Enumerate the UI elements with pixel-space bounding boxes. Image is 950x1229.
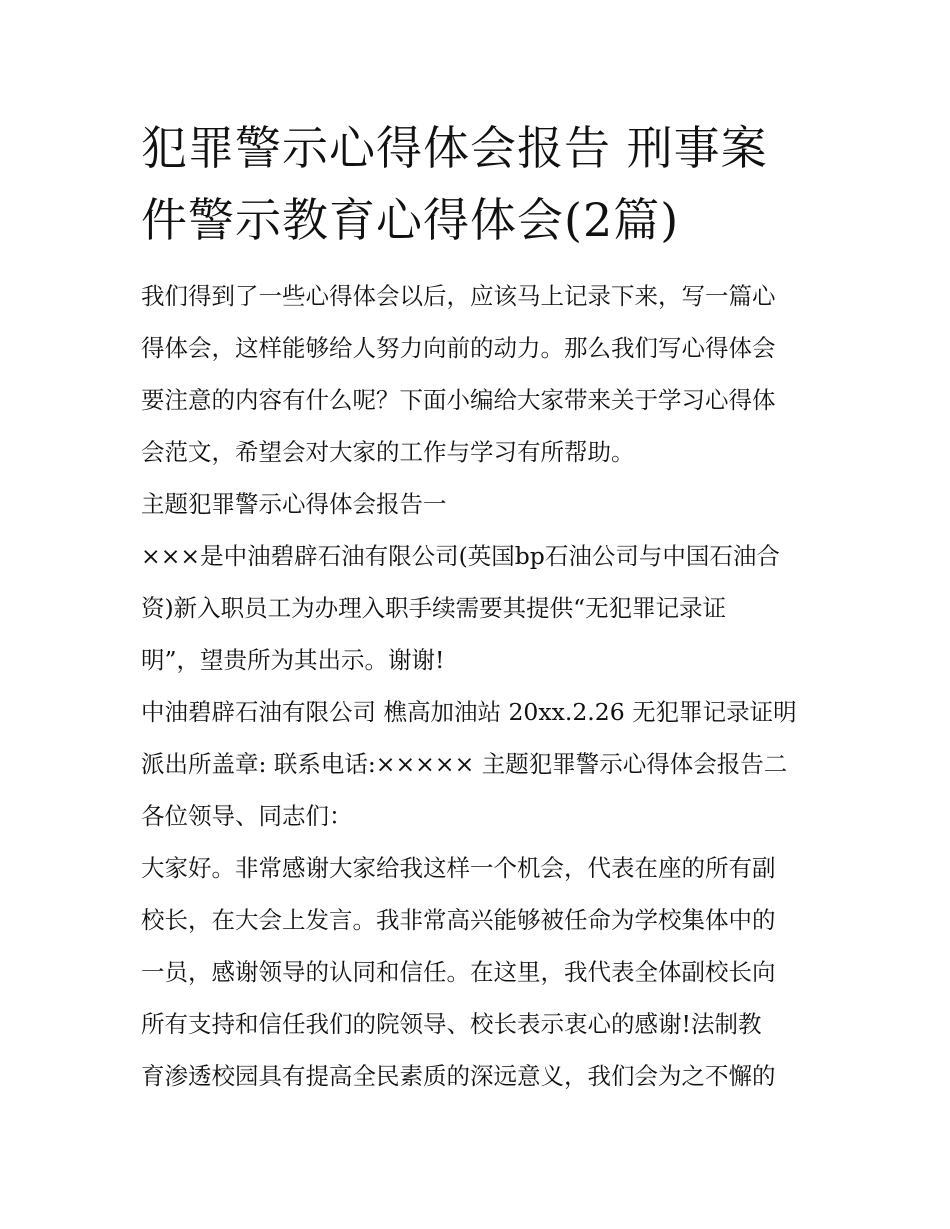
title-line: 件警示教育心得体会(2篇) (141, 193, 680, 247)
text-line: 要注意的内容有什么呢？下面小编给大家带来关于学习心得体 (141, 386, 776, 414)
text-line: 所有支持和信任我们的院领导、校长表示衷心的感谢!法制教 (141, 1010, 762, 1038)
document-body (141, 270, 816, 1102)
certificate-paragraph (141, 530, 816, 686)
document-title (141, 112, 816, 256)
text-line: 明”，望贵所为其出示。谢谢! (141, 646, 445, 674)
title-line: 犯罪警示心得体会报告 刑事案 (141, 121, 768, 175)
text-line: 一员，感谢领导的认同和信任。在这里，我代表全体副校长向 (141, 958, 776, 986)
text-line: 资)新入职员工为办理入职手续需要其提供“无犯罪记录证 (141, 594, 727, 622)
document-page (141, 112, 816, 1102)
text-line: 会范文，希望会对大家的工作与学习有所帮助。 (141, 438, 635, 466)
text-line: 育渗透校园具有提高全民素质的深远意义，我们会为之不懈的 (141, 1062, 776, 1090)
intro-paragraph (141, 270, 816, 478)
section-heading (141, 478, 816, 530)
text-line: 主题犯罪警示心得体会报告一 (141, 490, 447, 518)
text-line: 中油碧辟石油有限公司 樵高加油站 20xx.2.26 无犯罪记录证明 (141, 698, 797, 726)
text-line: 大家好。非常感谢大家给我这样一个机会，代表在座的所有副 (141, 854, 776, 882)
signature-paragraph (141, 686, 816, 790)
text-line: 我们得到了一些心得体会以后，应该马上记录下来，写一篇心 (141, 282, 776, 310)
salutation (141, 790, 816, 842)
text-line: ×××是中油碧辟石油有限公司(英国bp石油公司与中国石油合 (141, 542, 780, 570)
text-line: 校长，在大会上发言。我非常高兴能够被任命为学校集体中的 (141, 906, 776, 934)
text-line: 得体会，这样能够给人努力向前的动力。那么我们写心得体会 (141, 334, 776, 362)
text-line: 派出所盖章: 联系电话:××××× 主题犯罪警示心得体会报告二 (141, 750, 788, 778)
speech-paragraph (141, 842, 816, 1102)
text-line: 各位领导、同志们： (141, 802, 353, 830)
